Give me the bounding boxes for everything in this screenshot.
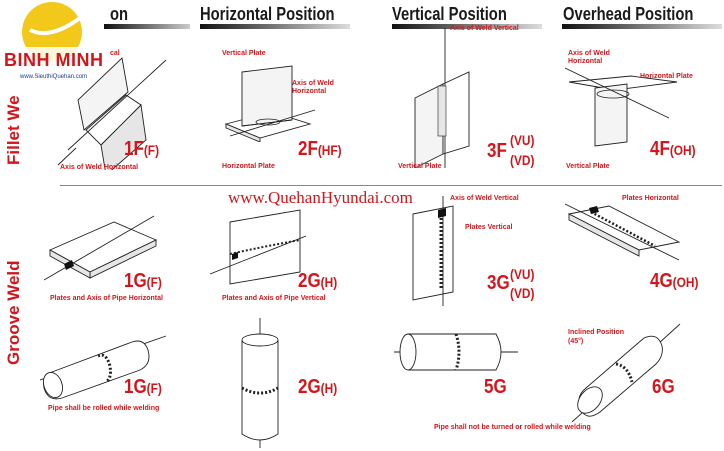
groove-pipe-fixed-code <box>484 376 507 399</box>
groove-plate-vertical-plate-label: Plates Vertical <box>465 224 513 231</box>
row-divider <box>60 185 722 186</box>
groove-pipe-rolled-code-suffix: (F) <box>146 380 162 396</box>
brand-name: BINH MINH <box>4 50 104 70</box>
fillet-horizontal-code-number: 2F <box>298 138 318 160</box>
groove-plate-flat-code <box>124 270 162 293</box>
groove-pipe-fixed-caption: Pipe shall not be turned or rolled while welding <box>434 424 591 431</box>
fillet-horizontal-figure <box>210 62 320 142</box>
fillet-overhead-axis-label: Axis of Weld Horizontal <box>568 50 610 65</box>
header-flat: on <box>110 4 129 24</box>
watermark-text: www.QuehanHyundai.com <box>228 188 413 207</box>
row-label-groove: Groove Weld <box>4 260 23 365</box>
fillet-horizontal-axis-label: Axis of Weld Horizontal <box>292 80 334 95</box>
groove-plate-flat-code-suffix: (F) <box>146 274 162 290</box>
groove-plate-vertical-code-suffix-bottom: (VD) <box>510 285 535 301</box>
fillet-horizontal-base-label: Horizontal Plate <box>222 163 275 170</box>
fillet-overhead-code-suffix: (OH) <box>669 142 696 158</box>
groove-pipe-fixed-figure <box>394 326 520 376</box>
groove-plate-overhead-plate-label: Plates Horizontal <box>622 195 679 202</box>
fillet-overhead-code-number: 4F <box>650 138 670 160</box>
groove-pipe-vertical-code-suffix: (H) <box>320 380 338 396</box>
fillet-flat-code <box>124 138 159 161</box>
groove-plate-horizontal-caption: Plates and Axis of Pipe Vertical <box>222 295 326 302</box>
fillet-flat-axis-label: Axis of Weld Horizontal <box>60 164 139 171</box>
fillet-flat-code-suffix: (F) <box>143 142 160 158</box>
groove-plate-vertical-code-suffix-top: (VU) <box>510 266 535 282</box>
header-vertical: Vertical Position <box>392 4 507 24</box>
groove-plate-overhead-code-suffix: (OH) <box>672 274 699 290</box>
fillet-horizontal-code <box>298 138 342 161</box>
groove-plate-horizontal-code-suffix: (H) <box>320 274 338 290</box>
row-label-fillet: Fillet We <box>4 95 23 165</box>
fillet-vertical-figure <box>405 28 485 168</box>
groove-plate-vertical-code <box>487 272 510 295</box>
groove-pipe-rolled-code <box>124 376 162 399</box>
groove-plate-overhead-code <box>650 270 698 293</box>
fillet-vertical-code <box>487 140 507 163</box>
fillet-horizontal-code-suffix: (HF) <box>317 142 342 158</box>
groove-plate-horizontal-figure <box>206 200 306 290</box>
groove-pipe-fixed-code-number: 5G <box>484 376 507 398</box>
groove-pipe-vertical-figure <box>236 318 282 448</box>
groove-plate-overhead-figure <box>565 200 685 270</box>
groove-pipe-vertical-code <box>298 376 337 399</box>
fillet-overhead-plate-label: Horizontal Plate <box>640 73 693 80</box>
groove-pipe-rolled-caption: Pipe shall be rolled while welding <box>48 405 160 412</box>
groove-pipe-inclined-label-line1: Inclined Position <box>568 329 625 336</box>
groove-plate-vertical-code-number: 3G <box>487 272 510 294</box>
fillet-vertical-code-number: 3F <box>487 140 507 162</box>
groove-plate-overhead-code-number: 4G <box>650 270 673 292</box>
groove-plate-flat-caption: Plates and Axis of Pipe Horizontal <box>50 295 163 302</box>
groove-plate-vertical-figure <box>405 196 465 306</box>
groove-pipe-inclined-code-number: 6G <box>652 376 675 398</box>
groove-plate-horizontal-code <box>298 270 337 293</box>
groove-pipe-inclined-code <box>652 376 675 399</box>
fillet-flat-code-number: 1F <box>124 138 144 160</box>
fillet-vertical-code-suffix-top: (VU) <box>510 132 535 148</box>
groove-plate-vertical-axis-label: Axis of Weld Vertical <box>450 195 519 202</box>
fillet-vertical-axis-label: Axis of Weld Vertical <box>450 25 519 32</box>
groove-plate-horizontal-code-number: 2G <box>298 270 321 292</box>
fillet-vertical-code-suffix-bottom: (VD) <box>510 152 535 168</box>
fillet-horizontal-plate-label: Vertical Plate <box>222 50 266 57</box>
groove-pipe-rolled-code-number: 1G <box>124 376 147 398</box>
groove-pipe-inclined-figure <box>572 322 682 422</box>
header-overhead: Overhead Position <box>563 4 694 24</box>
groove-pipe-vertical-code-number: 2G <box>298 376 321 398</box>
fillet-overhead-base-label: Vertical Plate <box>566 163 610 170</box>
fillet-overhead-code <box>650 138 696 161</box>
brand-url: www.SieuthiQuehan.com <box>20 74 88 80</box>
header-horizontal: Horizontal Position <box>200 4 335 24</box>
fillet-vertical-plate-label: Vertical Plate <box>398 163 442 170</box>
groove-plate-flat-code-number: 1G <box>124 270 147 292</box>
fillet-flat-partial-label: cal <box>110 50 120 57</box>
groove-pipe-inclined-label-line2: (45°) <box>568 338 584 345</box>
